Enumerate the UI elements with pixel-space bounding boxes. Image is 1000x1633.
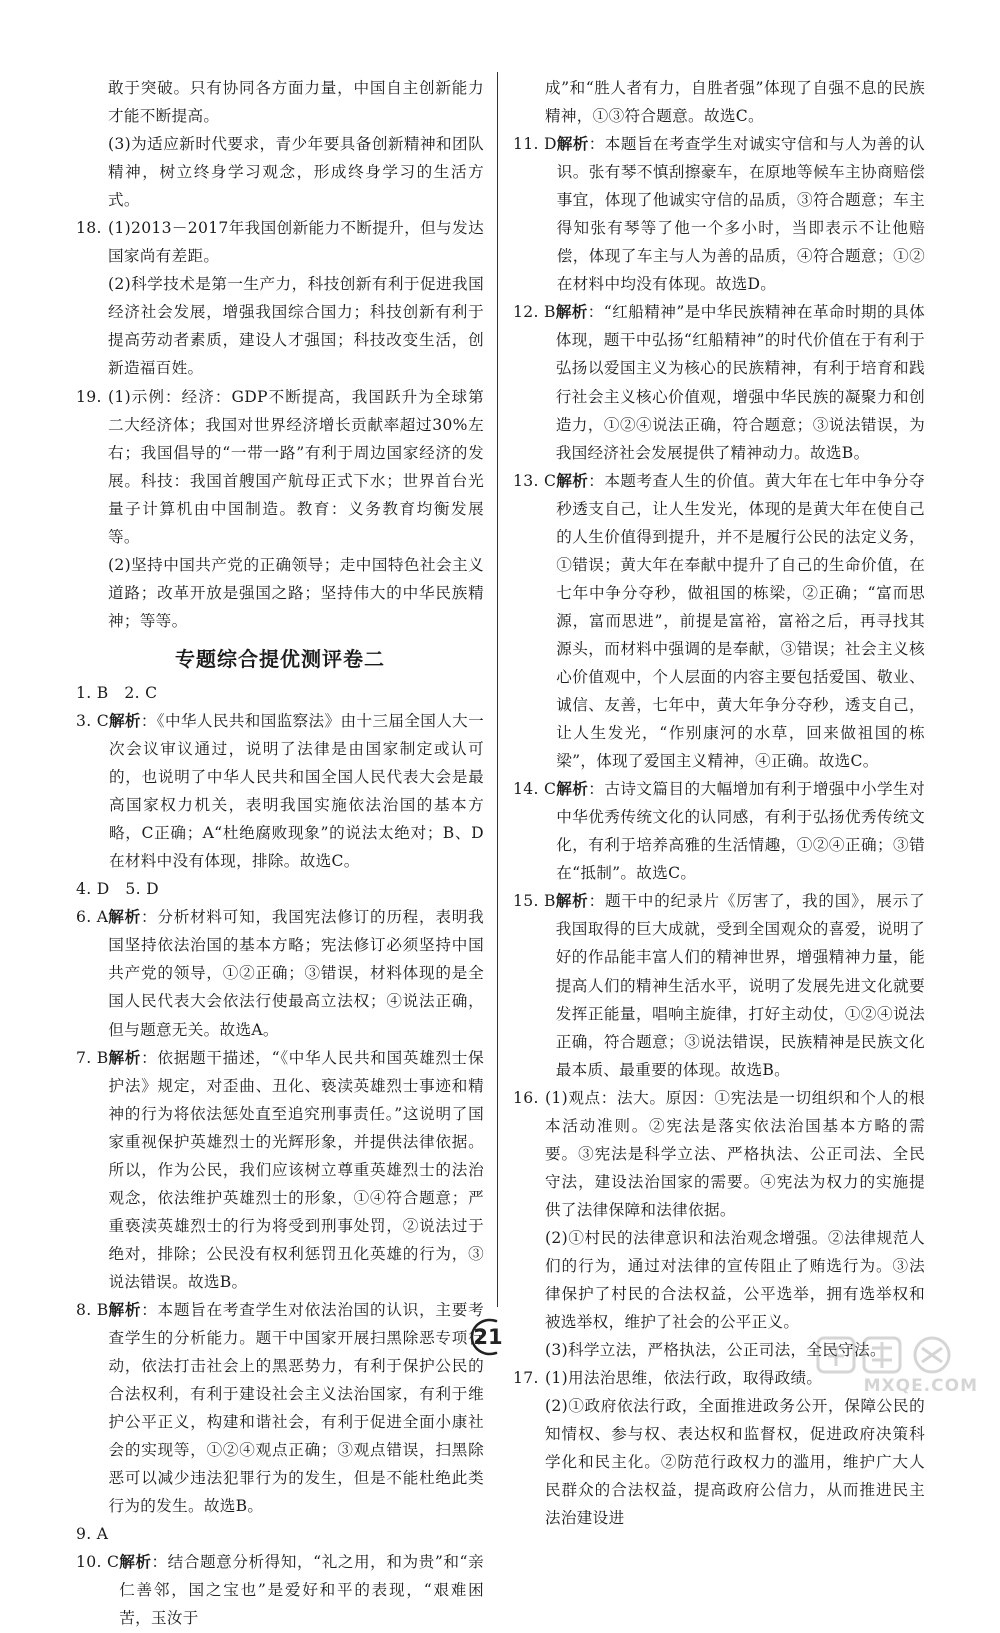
answer-text: (2)科学技术是第一生产力，科技创新有利于促进我国经济社会发展，增强我国综合国力；科技创新有利于提高劳动者素质，建设人才强国；科技改变生活，创新造福百姓。 [108, 275, 484, 378]
item-number: 12. B [513, 303, 556, 322]
answer-item-4-5: 4. D 5. D [76, 880, 159, 899]
item-number: 10. C [76, 1553, 120, 1572]
item-number: 11. D [513, 135, 557, 154]
answer-text: ：古诗文篇目的大幅增加有利于增强中小学生对中华优秀传统文化的认同感，有利于弘扬优秀传统文化，有利于培养高雅的生活情趣，①②④正确；③错在“抵制”。故选C。 [556, 780, 925, 883]
analysis-keyword: 解析 [108, 710, 141, 730]
item-number: 14. C [513, 780, 557, 799]
answer-item-15 [513, 887, 925, 1083]
answer-text: ：本题考查人生的价值。黄大年在七年中争分夺秒透支自己，让人生发光，体现的是黄大年在使自己的人生价值得到提升，并不是履行公民的法定义务，①错误；黄大年在奉献中提升了自己的生命价值，在七年中争分夺秒，做祖国的栋梁，②正确；“富而思源，富而思进”，前提是富裕，富裕之后，再寻找其源头，而材料中强调的是奉献，③错误；社会主义核心价值观中，个人层面的内容主要包括爱国、敬业、诚信、友善，七年中，黄大年争分夺秒，透支自己，让人生发光，“作别康河的水草，回来做祖国的栋梁”，体现了爱国主义精神，④正确。故选C。 [556, 471, 925, 771]
analysis-keyword: 解析 [555, 302, 588, 322]
watermark-text: MXQE.COM [863, 1376, 978, 1396]
analysis-keyword: 解析 [108, 1047, 142, 1067]
page-number [466, 1317, 510, 1357]
analysis-keyword: 解析 [556, 470, 589, 490]
left-column [76, 74, 484, 1633]
item-number: 8. B [76, 1300, 109, 1319]
answer-item-16 [513, 1084, 925, 1224]
answer-item-10 [76, 1548, 484, 1632]
answer-item-19 [76, 383, 484, 551]
answer-item-7 [76, 1044, 484, 1296]
watermark-emblem-icon [808, 1334, 978, 1378]
answer-text: (2)①政府依法行政，全面推进政务公开，保障公民的知情权、参与权、表达权和监督权，促进政府决策科学化和民主化。②防范行政权力的滥用，维护广大人民群众的合法权益，提高政府公信力，从而推进民主法治建设进 [545, 1397, 925, 1528]
analysis-keyword: 解析 [119, 1552, 152, 1572]
answer-item-12 [513, 298, 925, 466]
answer-item-8 [76, 1296, 484, 1520]
answer-item-6 [76, 903, 484, 1043]
item-number: 17. [513, 1369, 539, 1388]
answer-text: ：分析材料可知，我国宪法修订的历程，表明我国坚持依法治国的基本方略；宪法修订必须坚持中国共产党的领导，①②正确；③错误，材料体现的是全国人民代表大会依法行使最高立法权；④说法正确，但与题意无关。故选A。 [108, 908, 484, 1039]
answer-item-11 [513, 130, 925, 298]
answer-text: ：本题旨在考查学生对诚实守信和与人为善的认识。张有琴不慎刮擦豪车，在原地等候车主协商赔偿事宜，体现了他诚实守信的品质，③符合题意；车主得知张有琴等了他一个多小时，当即表示不让他赔偿，体现了车主与人为善的品质，④符合题意；①②在材料中均没有体现。故选D。 [556, 135, 925, 294]
item-number: 19. [76, 387, 102, 406]
right-column [513, 74, 925, 1532]
analysis-keyword: 解析 [108, 1299, 142, 1319]
answer-text: (1)观点：法大。原因：①宪法是一切组织和个人的根本活动准则。②宪法是落实依法治国基本方略的需要。③宪法是科学立法、严格执法、公正司法、全民守法，建设法治国家的需要。④宪法为权力的实施提供了法律保障和法律依据。 [545, 1088, 925, 1219]
analysis-keyword: 解析 [108, 907, 142, 927]
answer-text: (1)2013－2017年我国创新能力不断提升，但与发达国家尚有差距。 [108, 219, 484, 266]
answer-text: ：“红船精神”是中华民族精神在革命时期的具体体现，题干中弘扬“红船精神”的时代价值在于有利于弘扬以爱国主义为核心的民族精神，有利于培育和践行社会主义核心价值观，增强中华民族的凝聚力和创造力，①②④说法正确，符合题意；③说法错误，为我国经济社会发展提供了精神动力。故选B。 [555, 303, 925, 462]
q17-continuation-2: (3)为适应新时代要求，青少年要具备创新精神和团队精神，树立终身学习观念，形成终身学习的生活方式。 [108, 135, 484, 210]
q10-continuation: 成”和“胜人者有力，自胜者强”体现了自强不息的民族精神，①③符合题意。故选C。 [545, 79, 925, 126]
page-number-text: 21 [473, 1325, 503, 1349]
answer-item-14 [513, 775, 925, 887]
section-title: 专题综合提优测评卷二 [175, 646, 385, 671]
answer-item-9: 9. A [76, 1525, 109, 1544]
answer-text: ：《中华人民共和国监察法》由十三届全国人大一次会议审议通过，说明了法律是由国家制定或认可的，也说明了中华人民共和国全国人民代表大会是最高国家权力机关，表明我国实施依法治国的基本方略，C正确；A“杜绝腐败现象”的说法太绝对；B、D在材料中没有体现，排除。故选C。 [108, 711, 484, 871]
item-number: 18. [76, 219, 102, 238]
answer-text: (3)科学立法，严格执法，公正司法，全民守法。 [545, 1341, 886, 1360]
answer-item-13 [513, 467, 925, 776]
item-number: 3. C [76, 711, 109, 730]
answer-item-18 [76, 214, 484, 270]
answer-text: ：依据题干描述，“《中华人民共和国英雄烈士保护法》规定，对歪曲、丑化、亵渎英雄烈士事迹和精神的行为将依法惩处直至追究刑事责任。”这说明了国家重视保护英雄烈士的光辉形象，并提供法律依据。所以，作为公民，我们应该树立尊重英雄烈士的法治观念，依法维护英雄烈士的形象，①④符合题意；严重亵渎英雄烈士的行为将受到刑事处罚，②说法过于绝对，排除；公民没有权利惩罚丑化英雄的行为，③说法错误。故选B。 [108, 1048, 484, 1291]
answer-text: (2)①村民的法律意识和法治观念增强。②法律规范人们的行为，通过对法律的宣传阻止了贿选行为。③法律保护了村民的合法权益，公平选举，拥有选举权和被选举权，维护了社会的公平正义。 [545, 1228, 925, 1332]
answer-text: (1)示例：经济：GDP不断提高，我国跃升为全球第二大经济体；我国对世界经济增长贡献率超过30%左右；我国倡导的“一带一路”有利于周边国家经济的发展。科技：我国首艘国产航母正式下水；世界首台光量子计算机由中国制造。教育：义务教育均衡发展等。 [108, 387, 484, 546]
item-number: 15. B [513, 892, 556, 911]
item-number: 7. B [76, 1048, 109, 1067]
answer-item-3 [76, 707, 484, 875]
watermark-logo [808, 1334, 978, 1398]
column-divider [497, 72, 498, 1307]
answer-text: ：结合题意分析得知，“礼之用，和为贵”和“亲仁善邻，国之宝也”是爱好和平的表现，“艰难困苦，玉汝于 [119, 1553, 484, 1628]
item-number: 16. [513, 1088, 539, 1107]
analysis-keyword: 解析 [556, 134, 589, 154]
answer-text: ：题干中的纪录片《厉害了，我的国》，展示了我国取得的巨大成就，受到全国观众的喜爱，说明了好的作品能丰富人们的精神世界，增强精神力量，能提高人们的精神生活水平，说明了发展先进文化就要发挥正能量，唱响主旋律，打好主动仗，①②④说法正确，符合题意；③说法错误，民族精神是民族文化最本质、最重要的体现。故选B。 [555, 892, 925, 1079]
analysis-keyword: 解析 [556, 779, 589, 799]
item-number: 6. A [76, 908, 109, 927]
answer-text: (1)用法治思维，依法行政，取得政绩。 [545, 1369, 823, 1388]
answer-item-1-2: 1. B 2. C [76, 683, 158, 702]
answer-text: ：本题旨在考查学生对依法治国的认识，主要考查学生的分析能力。题干中国家开展扫黑除恶专项行动，依法打击社会上的黑恶势力，有利于保护公民的合法权利，有利于建设社会主义法治国家，有利于维护公平正义，构建和谐社会，有利于促进全面小康社会的实现等，①②④观点正确；③观点错误，扫黑除恶可以减少违法犯罪行为的发生，但是不能杜绝此类行为的发生。故选B。 [108, 1300, 484, 1516]
item-number: 13. C [513, 471, 557, 490]
q17-continuation-1: 敢于突破。只有协同各方面力量，中国自主创新能力才能不断提高。 [108, 79, 484, 126]
answer-text: (2)坚持中国共产党的正确领导；走中国特色社会主义道路；改革开放是强国之路；坚持伟大的中华民族精神；等等。 [108, 555, 484, 630]
analysis-keyword: 解析 [555, 891, 589, 911]
